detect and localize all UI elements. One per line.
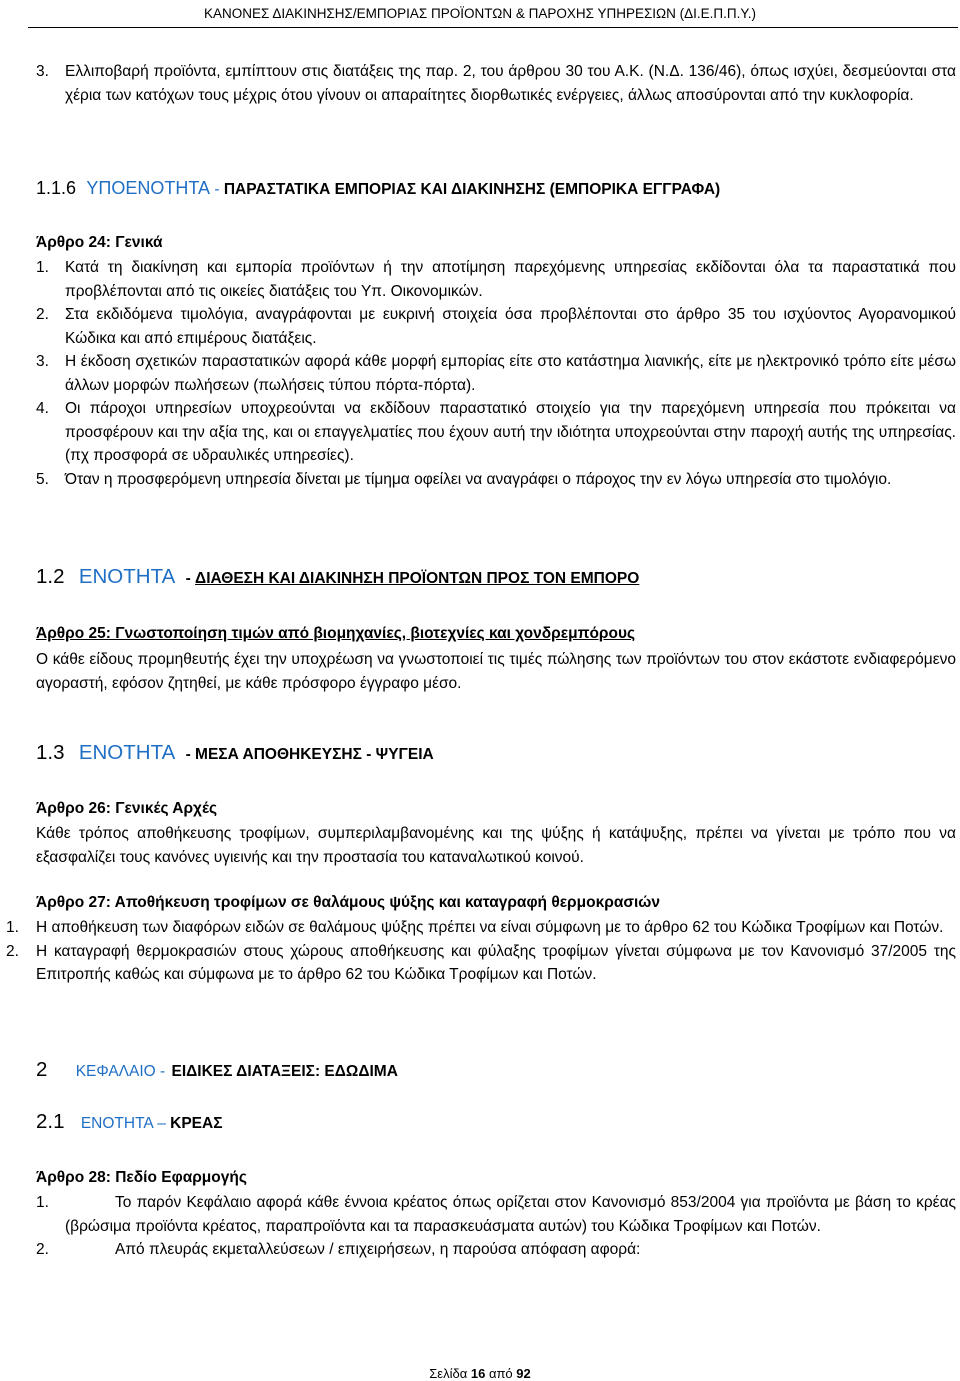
list-text: Ελλιποβαρή προϊόντα, εμπίπτουν στις διατάξεις της παρ. 2, του άρθρου 30 του Α.Κ. (Ν.Δ. 136/46), όπως ισχύει, δεσμεύονται στα χέρια των κατόχων τους μέχρις ότου γίνουν οι απαραίτητες διορθωτικές ενέργειες, άλλως αποσύρονται από την κυκλοφορία. — [65, 63, 956, 104]
top-list-item — [36, 60, 956, 107]
footer-mid: από — [488, 1366, 513, 1381]
header-divider — [28, 27, 958, 28]
section-heading-1-1-6 — [36, 178, 720, 199]
list-item — [36, 256, 956, 303]
section-number: 1.3 — [36, 741, 65, 764]
section-label: ΕΝΟΤΗΤΑ — [80, 1115, 153, 1132]
section-label: ΕΝΟΤΗΤΑ — [78, 741, 176, 764]
list-number: 4. — [36, 400, 49, 417]
list-number: 5. — [36, 470, 49, 488]
list-text: Το παρόν Κεφάλαιο αφορά κάθε έννοια κρέατος όπως ορίζεται στον Κανονισμό 853/2004 για προϊόντα με βάση το κρέας (βρώσιμα προϊόντα κρέατος, παραπροϊόντα και τα παρασκευάσματα αυτών) του Κώδικα Τροφίμων και Ποτών. — [65, 1194, 956, 1235]
article-28-list — [36, 1191, 956, 1262]
section-title: ΠΑΡΑΣΤΑΤΙΚΑ ΕΜΠΟΡΙΑΣ ΚΑΙ ΔΙΑΚΙΝΗΣΗΣ (ΕΜΠΟΡΙΚΑ ΕΓΓΡΑΦΑ) — [223, 181, 721, 198]
section-number: 1.2 — [36, 565, 65, 588]
section-number: 2.1 — [36, 1110, 65, 1133]
list-text: Η έκδοση σχετικών παραστατικών αφορά κάθε μορφή εμπορίας είτε στο κατάστημα λιανικής, είτε με ηλεκτρονικό τρόπο είτε μέσω άλλων μορφών πωλήσεων (πωλήσεις τύπου πόρτα-πόρτα). — [65, 353, 956, 394]
section-dash: - — [185, 570, 191, 587]
footer-prefix: Σελίδα — [429, 1366, 468, 1381]
section-dash: - — [185, 746, 191, 763]
article-25-text: Ο κάθε είδους προμηθευτής έχει την υποχρέωση να γνωστοποιεί τις τιμές πώλησης των προϊόντων του στον εκάστοτε ενδιαφερόμενο αγοραστή, εφόσον ζητηθεί, με κάθε πρόσφορο έγγραφο μέσο. — [36, 651, 956, 692]
section-heading-1-3 — [36, 741, 434, 765]
chapter-title: ΕΙΔΙΚΕΣ ΔΙΑΤΑΞΕΙΣ: ΕΔΩΔΙΜΑ — [171, 1063, 398, 1080]
chapter-label: ΚΕΦΑΛΑΙΟ — [75, 1063, 156, 1080]
article-27-heading: Άρθρο 27: Αποθήκευση τροφίμων σε θαλάμους ψύξης και καταγραφή θερμοκρασιών — [36, 894, 660, 911]
chapter-dash: - — [160, 1063, 166, 1080]
list-text: Όταν η προσφερόμενη υπηρεσία δίνεται με τίμημα οφείλει να αναγράφει ο πάροχος την εν λόγω υπηρεσία στο τιμολόγιο. — [65, 470, 892, 488]
chapter-number: 2 — [36, 1058, 48, 1081]
section-dash: – — [157, 1115, 166, 1132]
article-25-heading: Άρθρο 25: Γνωστοποίηση τιμών από βιομηχανίες, βιοτεχνίες και χονδρεμπόρους — [36, 625, 636, 642]
list-text: Από πλευράς εκμεταλλεύσεων / επιχειρήσεων, η παρούσα απόφαση αφορά: — [115, 1241, 641, 1258]
chapter-heading-2 — [36, 1058, 398, 1082]
article-26-heading: Άρθρο 26: Γενικές Αρχές — [36, 800, 218, 817]
list-number: 2. — [6, 942, 19, 960]
list-item — [6, 940, 956, 987]
list-item — [6, 916, 956, 940]
list-number: 1. — [6, 919, 19, 936]
article-24-list — [36, 256, 956, 491]
section-heading-1-2 — [36, 565, 639, 589]
list-number: 2. — [36, 306, 49, 323]
list-item — [36, 468, 956, 492]
list-item — [36, 1191, 956, 1238]
list-text: Οι πάροχοι υπηρεσίων υποχρεούνται να εκδίδουν παραστατικό στοιχείο για την παρεχόμενη υπηρεσία που πρόκειται να προσφέρουν και την αξία της, και οι επαγγελματίες που έχουν αυτή την ιδιότητα υποχρεούνται στην παροχή αυτής της υπηρεσίας. (πχ προσφορά σε υδραυλικές υπηρεσίες). — [65, 400, 956, 464]
article-28-heading: Άρθρο 28: Πεδίο Εφαρμογής — [36, 1169, 247, 1186]
section-dash: - — [214, 181, 220, 198]
section-number: 1.1.6 — [36, 178, 77, 198]
article-27-list — [6, 916, 956, 987]
list-item — [36, 397, 956, 468]
section-heading-2-1 — [36, 1110, 223, 1134]
list-number: 1. — [36, 1194, 49, 1211]
list-item — [36, 1238, 956, 1262]
article-24-heading: Άρθρο 24: Γενικά — [36, 234, 163, 251]
section-label: ΕΝΟΤΗΤΑ — [78, 565, 176, 588]
running-header: ΚΑΝΟΝΕΣ ΔΙΑΚΙΝΗΣΗΣ/ΕΜΠΟΡΙΑΣ ΠΡΟΪΟΝΤΩΝ & ΠΑΡΟΧΗΣ ΥΠΗΡΕΣΙΩΝ (ΔΙ.Ε.Π.Π.Υ.) — [204, 6, 756, 21]
article-26-text: Κάθε τρόπος αποθήκευσης τροφίμων, συμπεριλαμβανομένης και της ψύξης ή κατάψυξης, πρέπει να γίνεται με τρόπο που να εξασφαλίζει τους κανόνες υγιεινής και την προστασία του καταναλωτικού κοινού. — [36, 825, 956, 866]
section-title: ΔΙΑΘΕΣΗ ΚΑΙ ΔΙΑΚΙΝΗΣΗ ΠΡΟΪΟΝΤΩΝ ΠΡΟΣ ΤΟΝ ΕΜΠΟΡΟ — [195, 570, 640, 587]
footer-page-number: 16 — [470, 1366, 486, 1381]
list-text: Στα εκδιδόμενα τιμολόγια, αναγράφονται με ευκρινή στοιχεία όσα προβλέπονται στο άρθρο 35 του ισχύοντος Αγορανομικού Κώδικα και από επιμέρους διατάξεις. — [65, 306, 956, 347]
page-footer — [0, 1366, 960, 1381]
list-number: 1. — [36, 259, 49, 276]
list-text: Κατά τη διακίνηση και εμπορία προϊόντων ή την αποτίμηση παρεχόμενης υπηρεσίας εκδίδονται όλα τα παραστατικά που προβλέπονται από τις οικείες διατάξεις του Υπ. Οικονομικών. — [65, 259, 956, 300]
section-label: ΥΠΟΕΝΟΤΗΤΑ — [86, 178, 211, 198]
list-item — [36, 350, 956, 397]
list-text: Η καταγραφή θερμοκρασιών στους χώρους αποθήκευσης και φύλαξης τροφίμων γίνεται σύμφωνα με τον Κανονισμό 37/2005 της Επιτροπής καθώς και σύμφωνα με το άρθρο 62 του Κώδικα Τροφίμων και Ποτών. — [36, 942, 956, 983]
list-number: 2. — [36, 1241, 49, 1258]
list-item — [36, 303, 956, 350]
list-number: 3. — [36, 353, 49, 370]
footer-total-pages: 92 — [516, 1366, 531, 1381]
section-title: ΜΕΣΑ ΑΠΟΘΗΚΕΥΣΗΣ - ΨΥΓΕΙΑ — [195, 746, 434, 763]
list-text: Η αποθήκευση των διαφόρων ειδών σε θαλάμους ψύξης πρέπει να είναι σύμφωνη με το άρθρο 62 του Κώδικα Τροφίμων και Ποτών. — [36, 919, 944, 936]
section-title: ΚΡΕΑΣ — [170, 1115, 223, 1132]
list-number: 3. — [36, 63, 49, 80]
